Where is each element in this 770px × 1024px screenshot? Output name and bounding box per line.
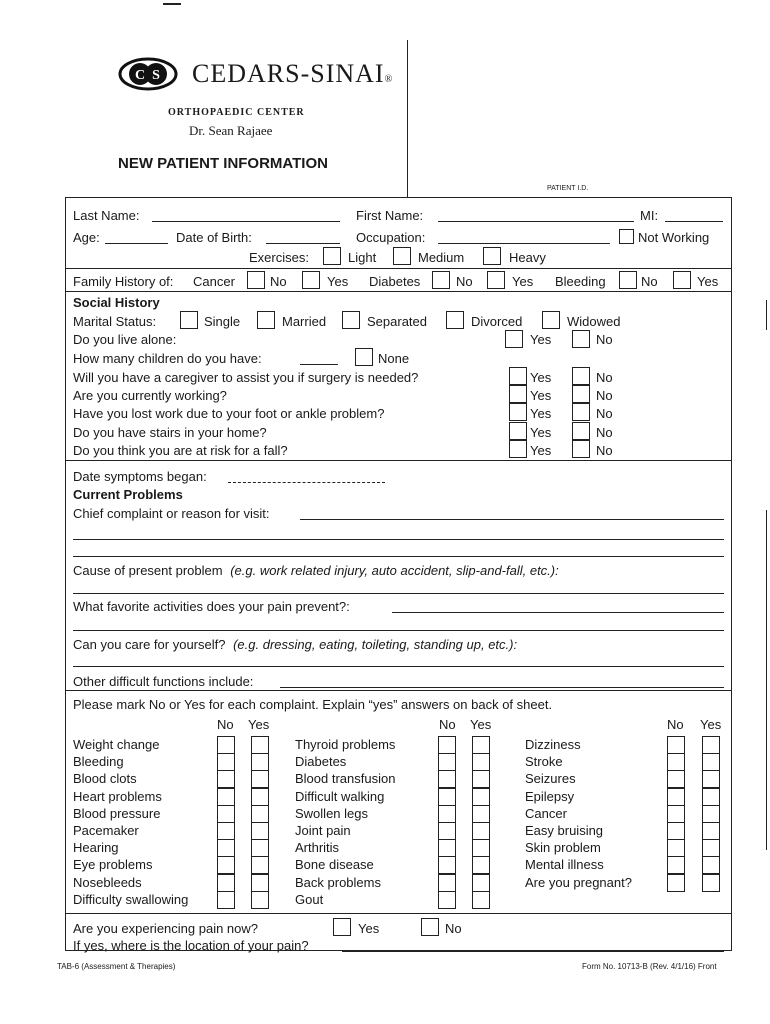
footer-left: TAB-6 (Assessment & Therapies) [57, 962, 176, 971]
mi-line [665, 221, 723, 222]
complaint-no-checkbox[interactable] [217, 822, 235, 840]
complaint-yes-checkbox[interactable] [702, 822, 720, 840]
complaint-label: Difficult walking [295, 789, 385, 804]
complaint-label: Joint pain [295, 823, 351, 838]
center-name: ORTHOPAEDIC CENTER [168, 107, 305, 118]
social-history-title: Social History [73, 295, 160, 310]
complaint-yes-checkbox[interactable] [251, 839, 269, 857]
age-line [105, 243, 168, 244]
complaint-no-checkbox[interactable] [438, 788, 456, 806]
complaint-yes-checkbox[interactable] [702, 770, 720, 788]
col1-yes-header: Yes [248, 717, 270, 732]
form-title: NEW PATIENT INFORMATION [118, 155, 328, 172]
complaint-yes-checkbox[interactable] [472, 839, 490, 857]
children-label: How many children do you have: [73, 351, 262, 366]
divider-3 [65, 460, 732, 461]
dob-label: Date of Birth: [176, 230, 252, 245]
cedars-sinai-logo-icon [118, 57, 178, 91]
divider-5 [65, 913, 732, 914]
complaint-no-checkbox[interactable] [217, 753, 235, 771]
complaint-label: Eye problems [73, 857, 153, 872]
complaint-label: Back problems [295, 875, 381, 890]
header-divider [407, 40, 408, 197]
chief-complaint-line [300, 519, 724, 520]
complaint-no-checkbox[interactable] [438, 839, 456, 857]
lost-work-no-checkbox[interactable] [572, 403, 590, 421]
org-name-text: CEDARS-SINAI [192, 59, 385, 88]
complaint-label: Nosebleeds [73, 875, 142, 890]
complaint-label: Blood clots [73, 771, 137, 786]
complaint-label: Blood pressure [73, 806, 161, 821]
marital-divorced-checkbox[interactable] [446, 311, 464, 329]
complaint-yes-checkbox[interactable] [251, 788, 269, 806]
caregiver-no-checkbox[interactable] [572, 367, 590, 385]
pain-location-label: If yes, where is the location of your pain? [73, 938, 309, 953]
date-symptoms-field[interactable] [228, 468, 385, 482]
chief-complaint-field[interactable] [300, 505, 724, 519]
family-history-label: Family History of: [73, 274, 174, 289]
complaint-yes-checkbox[interactable] [251, 891, 269, 909]
scan-mark [163, 3, 181, 5]
family-cancer-yes-checkbox[interactable] [302, 271, 320, 289]
complaint-yes-checkbox[interactable] [251, 856, 269, 874]
cause-field[interactable] [73, 579, 724, 593]
working-no-checkbox[interactable] [572, 385, 590, 403]
complaint-no-checkbox[interactable] [667, 839, 685, 857]
lost-work-yes-label: Yes [530, 406, 552, 421]
marital-single-label: Single [204, 314, 241, 329]
family-diabetes-yes-label: Yes [512, 274, 534, 289]
complaint-label: Dizziness [525, 737, 581, 752]
family-bleeding-no-label: No [641, 274, 658, 289]
complaint-label: Bleeding [73, 754, 124, 769]
complaint-label: Arthritis [295, 840, 340, 855]
scan-mark-right-2 [766, 510, 767, 850]
exercise-medium-label: Medium [418, 250, 465, 265]
first-name-field[interactable] [438, 207, 634, 221]
complaint-yes-checkbox[interactable] [472, 770, 490, 788]
age-label: Age: [73, 230, 100, 245]
complaint-no-checkbox[interactable] [217, 839, 235, 857]
cause-line [73, 593, 724, 594]
care-field[interactable] [73, 651, 724, 665]
complaint-no-checkbox[interactable] [667, 874, 685, 892]
care-label-text: Can you care for yourself? [73, 637, 226, 652]
col3-yes-header: Yes [700, 717, 722, 732]
other-functions-label: Other difficult functions include: [73, 674, 254, 689]
family-bleeding-label: Bleeding [555, 274, 606, 289]
care-label [73, 637, 517, 652]
marital-separated-checkbox[interactable] [342, 311, 360, 329]
divider-4 [65, 690, 732, 691]
col3-no-header: No [667, 717, 684, 732]
family-cancer-no-label: No [270, 274, 287, 289]
footer-right: Form No. 10713-B (Rev. 4/1/16) Front [582, 962, 717, 971]
complaint-label: Thyroid problems [295, 737, 396, 752]
complaint-yes-checkbox[interactable] [702, 736, 720, 754]
complaint-yes-checkbox[interactable] [251, 822, 269, 840]
family-bleeding-no-checkbox[interactable] [619, 271, 637, 289]
pain-location-field[interactable] [342, 937, 724, 951]
family-diabetes-label: Diabetes [369, 274, 421, 289]
stairs-no-label: No [596, 425, 613, 440]
complaint-yes-checkbox[interactable] [251, 805, 269, 823]
marital-separated-label: Separated [367, 314, 427, 329]
complaint-no-checkbox[interactable] [438, 856, 456, 874]
svg-text:S: S [152, 68, 160, 83]
date-symptoms-line [228, 482, 385, 483]
complaint-yes-checkbox[interactable] [702, 753, 720, 771]
complaint-no-checkbox[interactable] [217, 856, 235, 874]
marital-status-label: Marital Status: [73, 314, 157, 329]
exercise-heavy-checkbox[interactable] [483, 247, 501, 265]
caregiver-yes-checkbox[interactable] [509, 367, 527, 385]
stairs-yes-checkbox[interactable] [509, 422, 527, 440]
fall-risk-no-label: No [596, 443, 613, 458]
complaint-label: Difficulty swallowing [73, 892, 189, 907]
mi-field[interactable] [665, 207, 723, 221]
complaint-no-checkbox[interactable] [438, 736, 456, 754]
complaint-label: Epilepsy [525, 789, 575, 804]
last-name-label: Last Name: [73, 208, 140, 223]
family-cancer-yes-label: Yes [327, 274, 349, 289]
complaint-no-checkbox[interactable] [438, 770, 456, 788]
exercise-heavy-label: Heavy [509, 250, 546, 265]
family-cancer-no-checkbox[interactable] [247, 271, 265, 289]
exercise-light-checkbox[interactable] [323, 247, 341, 265]
complaint-no-checkbox[interactable] [438, 822, 456, 840]
cause-example-text: (e.g. work related injury, auto accident, slip-and-fall, etc.): [230, 563, 559, 578]
working-no-label: No [596, 388, 613, 403]
lost-work-yes-checkbox[interactable] [509, 403, 527, 421]
svg-text:C: C [134, 68, 146, 83]
complaint-label: Bone disease [295, 857, 374, 872]
complaint-label: Hearing [73, 840, 119, 855]
complaint-no-checkbox[interactable] [667, 736, 685, 754]
last-name-line [152, 221, 340, 222]
complaint-label: Skin problem [525, 840, 601, 855]
complaint-label: Seizures [525, 771, 576, 786]
complaint-no-checkbox[interactable] [667, 856, 685, 874]
last-name-field[interactable] [152, 207, 340, 221]
complaint-yes-checkbox[interactable] [251, 770, 269, 788]
registered-mark: ® [384, 74, 394, 85]
other-functions-line [280, 687, 724, 688]
complaint-yes-checkbox[interactable] [251, 874, 269, 892]
children-none-checkbox[interactable] [355, 348, 373, 366]
complaint-label: Heart problems [73, 789, 162, 804]
cause-label-text: Cause of present problem [73, 563, 223, 578]
complaint-no-checkbox[interactable] [217, 770, 235, 788]
exercise-light-label: Light [348, 250, 377, 265]
complaint-no-checkbox[interactable] [438, 753, 456, 771]
complaint-no-checkbox[interactable] [667, 788, 685, 806]
complaint-yes-checkbox[interactable] [472, 874, 490, 892]
marital-single-checkbox[interactable] [180, 311, 198, 329]
fall-risk-yes-checkbox[interactable] [509, 440, 527, 458]
stairs-label: Do you have stairs in your home? [73, 425, 267, 440]
family-cancer-label: Cancer [193, 274, 235, 289]
complaint-yes-checkbox[interactable] [472, 805, 490, 823]
chief-complaint-label: Chief complaint or reason for visit: [73, 506, 270, 521]
fall-risk-label: Do you think you are at risk for a fall? [73, 443, 288, 458]
caregiver-label: Will you have a caregiver to assist you if surgery is needed? [73, 370, 419, 385]
lost-work-label: Have you lost work due to your foot or ankle problem? [73, 406, 385, 421]
live-alone-yes-checkbox[interactable] [505, 330, 523, 348]
not-working-label: Not Working [638, 230, 710, 245]
family-bleeding-yes-label: Yes [697, 274, 719, 289]
pain-location-line [342, 951, 724, 952]
col2-yes-header: Yes [470, 717, 492, 732]
lost-work-no-label: No [596, 406, 613, 421]
complaint-yes-checkbox[interactable] [702, 874, 720, 892]
pain-no-checkbox[interactable] [421, 918, 439, 936]
complaint-no-checkbox[interactable] [217, 788, 235, 806]
children-line [300, 364, 338, 365]
working-label: Are you currently working? [73, 388, 227, 403]
activities-line [392, 612, 724, 613]
live-alone-label: Do you live alone: [73, 332, 177, 347]
complaint-no-checkbox[interactable] [217, 805, 235, 823]
stairs-yes-label: Yes [530, 425, 552, 440]
patient-id-label: PATIENT I.D. [547, 185, 589, 192]
exercise-medium-checkbox[interactable] [393, 247, 411, 265]
complaint-no-checkbox[interactable] [438, 891, 456, 909]
marital-widowed-checkbox[interactable] [542, 311, 560, 329]
org-name [192, 59, 393, 89]
other-functions-field[interactable] [280, 673, 724, 687]
col1-no-header: No [217, 717, 234, 732]
complaint-label: Swollen legs [295, 806, 368, 821]
not-working-checkbox[interactable] [619, 229, 634, 244]
complaint-no-checkbox[interactable] [667, 822, 685, 840]
exercises-label: Exercises: [249, 250, 309, 265]
fall-risk-yes-label: Yes [530, 443, 552, 458]
complaint-no-checkbox[interactable] [217, 891, 235, 909]
complaint-no-checkbox[interactable] [217, 874, 235, 892]
children-none-label: None [378, 351, 410, 366]
complaint-label: Stroke [525, 754, 563, 769]
scan-mark-right [766, 300, 767, 330]
working-yes-label: Yes [530, 388, 552, 403]
live-alone-no-label: No [596, 332, 613, 347]
complaint-label: Cancer [525, 806, 567, 821]
complaint-yes-checkbox[interactable] [251, 736, 269, 754]
dob-line [266, 243, 340, 244]
complaint-no-checkbox[interactable] [438, 805, 456, 823]
family-bleeding-yes-checkbox[interactable] [673, 271, 691, 289]
marital-married-checkbox[interactable] [257, 311, 275, 329]
pain-yes-label: Yes [358, 921, 380, 936]
complaint-yes-checkbox[interactable] [702, 856, 720, 874]
complaint-no-checkbox[interactable] [438, 874, 456, 892]
complaint-label: Are you pregnant? [525, 875, 632, 890]
mi-label: MI: [640, 208, 659, 223]
complaint-yes-checkbox[interactable] [472, 788, 490, 806]
caregiver-no-label: No [596, 370, 613, 385]
complaint-no-checkbox[interactable] [667, 753, 685, 771]
complaint-label: Weight change [73, 737, 160, 752]
complaint-yes-checkbox[interactable] [472, 891, 490, 909]
occupation-label: Occupation: [356, 230, 426, 245]
age-field[interactable] [105, 229, 168, 243]
col2-no-header: No [439, 717, 456, 732]
complaint-no-checkbox[interactable] [667, 805, 685, 823]
caregiver-yes-label: Yes [530, 370, 552, 385]
pain-now-label: Are you experiencing pain now? [73, 921, 259, 936]
family-diabetes-yes-checkbox[interactable] [487, 271, 505, 289]
live-alone-no-checkbox[interactable] [572, 330, 590, 348]
activities-line-2 [73, 630, 724, 631]
complaint-yes-checkbox[interactable] [251, 753, 269, 771]
dob-field[interactable] [266, 229, 340, 243]
cause-label [73, 563, 559, 578]
activities-field[interactable] [392, 598, 724, 612]
activities-label: What favorite activities does your pain prevent?: [73, 599, 350, 614]
complaint-label: Diabetes [295, 754, 347, 769]
stairs-no-checkbox[interactable] [572, 422, 590, 440]
complaint-label: Easy bruising [525, 823, 604, 838]
complaint-label: Blood transfusion [295, 771, 396, 786]
chief-complaint-line-2 [73, 539, 724, 540]
live-alone-yes-label: Yes [530, 332, 552, 347]
complaint-label: Pacemaker [73, 823, 139, 838]
family-diabetes-no-checkbox[interactable] [432, 271, 450, 289]
chief-complaint-line-3 [73, 556, 724, 557]
pain-yes-checkbox[interactable] [333, 918, 351, 936]
complaint-yes-checkbox[interactable] [702, 839, 720, 857]
marital-widowed-label: Widowed [567, 314, 621, 329]
first-name-line [438, 221, 634, 222]
complaint-no-checkbox[interactable] [667, 770, 685, 788]
complaint-label: Gout [295, 892, 324, 907]
fall-risk-no-checkbox[interactable] [572, 440, 590, 458]
divider-1 [65, 268, 732, 269]
occupation-line [438, 243, 610, 244]
complaints-instruction: Please mark No or Yes for each complaint. Explain “yes” answers on back of sheet. [73, 697, 553, 712]
occupation-field[interactable] [438, 229, 610, 243]
first-name-label: First Name: [356, 208, 424, 223]
complaint-yes-checkbox[interactable] [702, 788, 720, 806]
complaint-yes-checkbox[interactable] [472, 736, 490, 754]
children-field[interactable] [300, 350, 338, 364]
working-yes-checkbox[interactable] [509, 385, 527, 403]
logo [118, 57, 178, 91]
pain-no-label: No [445, 921, 462, 936]
date-symptoms-label: Date symptoms began: [73, 469, 207, 484]
care-line [73, 666, 724, 667]
divider-2 [65, 291, 732, 292]
care-example-text: (e.g. dressing, eating, toileting, standing up, etc.): [233, 637, 518, 652]
complaint-yes-checkbox[interactable] [472, 856, 490, 874]
complaint-yes-checkbox[interactable] [702, 805, 720, 823]
complaint-label: Mental illness [525, 857, 604, 872]
doctor-name: Dr. Sean Rajaee [189, 123, 273, 138]
complaint-yes-checkbox[interactable] [472, 822, 490, 840]
complaint-no-checkbox[interactable] [217, 736, 235, 754]
marital-divorced-label: Divorced [471, 314, 523, 329]
family-diabetes-no-label: No [456, 274, 473, 289]
current-problems-title: Current Problems [73, 487, 183, 502]
marital-married-label: Married [282, 314, 327, 329]
complaint-yes-checkbox[interactable] [472, 753, 490, 771]
